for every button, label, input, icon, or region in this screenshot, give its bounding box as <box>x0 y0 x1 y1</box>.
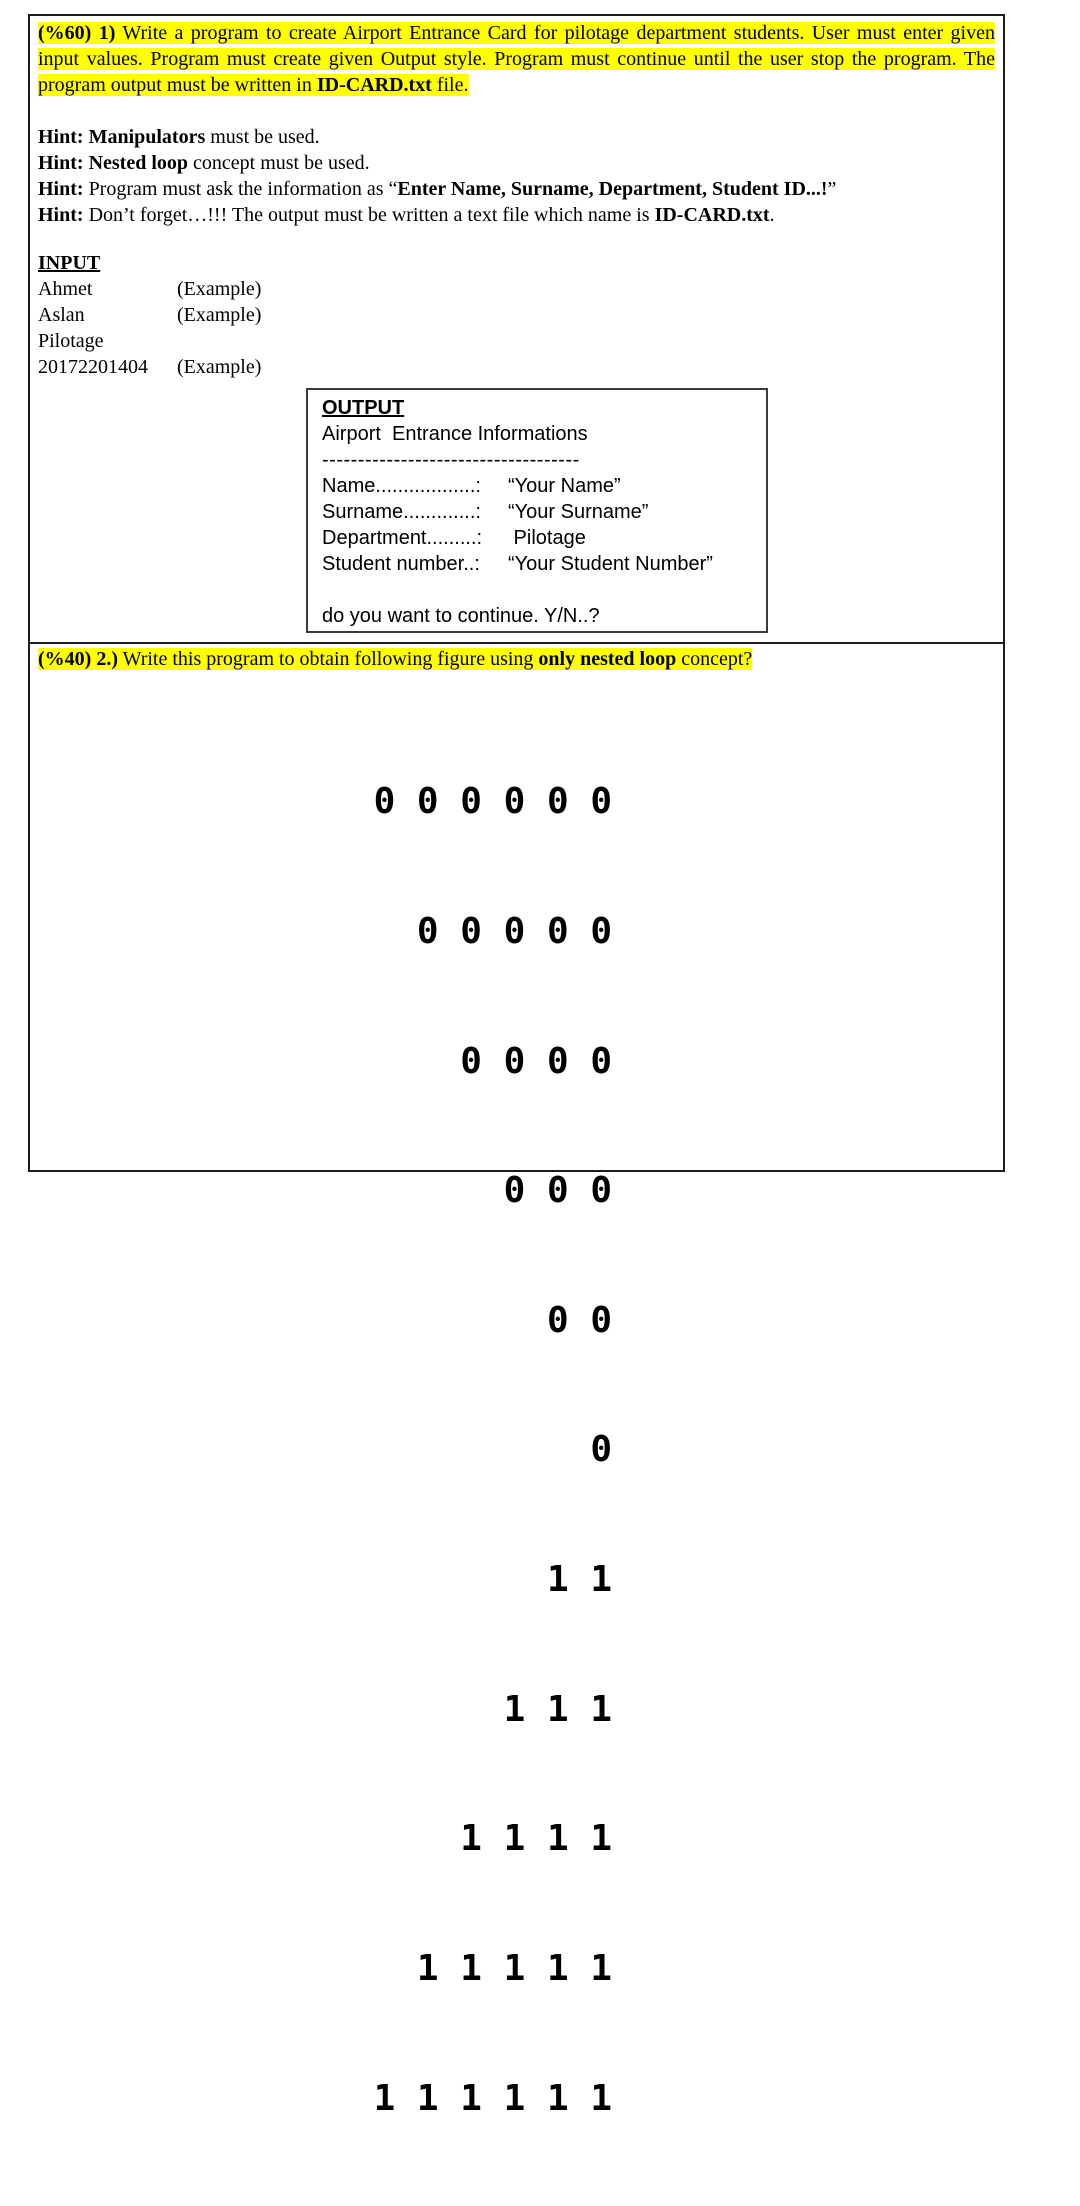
figure-row: 0 0 0 0 <box>460 1040 612 1082</box>
figure-row: 1 1 1 <box>503 1688 612 1730</box>
input-row <box>38 302 995 328</box>
question1-number: (%60) 1) <box>38 22 116 44</box>
field-value: Pilotage <box>508 527 586 549</box>
hint-post: must be used. <box>205 126 320 148</box>
question2-strong: only nested loop <box>538 648 677 670</box>
question2-section <box>30 644 1003 2119</box>
input-note: (Example) <box>177 278 262 300</box>
hint-pre: Don’t forget…!!! The output must be written a text file which name is <box>83 204 655 226</box>
figure-row: 1 1 1 1 1 <box>416 1947 612 1989</box>
hint-strong: ID-CARD.txt <box>654 204 770 226</box>
figure-row: 0 <box>590 1429 612 1471</box>
question2-number: (%40) 2.) <box>38 648 118 670</box>
question2-highlight <box>38 648 752 670</box>
hint-label: Hint: <box>38 178 84 200</box>
input-note: (Example) <box>177 356 262 378</box>
hint-line <box>38 176 995 202</box>
output-field-row <box>322 551 762 577</box>
hint-strong: Manipulators <box>88 126 206 148</box>
hint-pre: Program must ask the information as “ <box>83 178 398 200</box>
figure-row: 1 1 1 1 1 1 <box>373 2077 612 2119</box>
exam-sheet <box>28 14 1005 2119</box>
hint-post: . <box>769 204 775 226</box>
output-box <box>306 388 768 633</box>
hint-strong: Nested loop <box>88 152 189 174</box>
hint-post: ” <box>827 178 837 200</box>
output-divider: ------------------------------------ <box>322 449 580 471</box>
input-row <box>38 328 995 354</box>
field-value: “Your Surname” <box>508 501 649 523</box>
input-value: 20172201404 <box>38 356 148 378</box>
input-row <box>38 354 995 380</box>
output-field-row <box>322 499 762 525</box>
field-value: “Your Name” <box>508 475 621 497</box>
question1-highlight <box>38 22 995 96</box>
field-label: Department.........: <box>322 527 483 549</box>
field-label: Name..................: <box>322 475 481 497</box>
question1-paragraph <box>38 20 995 98</box>
output-field-row <box>322 525 762 551</box>
question1-section <box>30 16 1003 644</box>
figure-row: 0 0 <box>546 1299 612 1341</box>
figure-row: 1 1 <box>546 1559 612 1601</box>
question1-body: Write a program to create Airport Entrance Card for pilotage department students. User must enter given input values. Program must create given Output style. Program must continue until the user stop the program. The program output must be written in <box>38 22 995 96</box>
output-field-row <box>322 473 762 499</box>
field-value: “Your Student Number” <box>508 553 713 575</box>
question1-filename: ID-CARD.txt <box>316 74 432 96</box>
input-heading: INPUT <box>38 252 101 274</box>
question2-post: concept? <box>676 648 753 670</box>
figure-row: 0 0 0 0 0 <box>416 911 612 953</box>
figure-row: 1 1 1 1 <box>460 1818 612 1860</box>
hint-line <box>38 124 995 150</box>
input-value: Pilotage <box>38 330 104 352</box>
input-note: (Example) <box>177 304 262 326</box>
hint-line <box>38 202 995 228</box>
question1-tail: file. <box>431 74 469 96</box>
input-value: Aslan <box>38 304 85 326</box>
figure-row: 0 0 0 0 0 0 <box>373 781 612 823</box>
hint-post: concept must be used. <box>188 152 370 174</box>
figure-row: 0 0 0 <box>503 1170 612 1212</box>
question2-pre: Write this program to obtain following figure using <box>117 648 539 670</box>
question2-paragraph <box>38 646 995 672</box>
hint-label: Hint: <box>38 204 84 226</box>
nested-loop-figure <box>38 694 612 2206</box>
input-section <box>38 250 995 380</box>
output-spacer <box>322 577 762 603</box>
output-title: Airport Entrance Informations <box>322 423 588 445</box>
output-heading: OUTPUT <box>322 397 405 419</box>
hint-label: Hint: <box>38 126 84 148</box>
hint-line <box>38 150 995 176</box>
field-label: Surname.............: <box>322 501 481 523</box>
hint-label: Hint: <box>38 152 84 174</box>
hint-strong: Enter Name, Surname, Department, Student ID...! <box>397 178 828 200</box>
input-value: Ahmet <box>38 278 93 300</box>
hints-block <box>38 124 995 228</box>
input-row <box>38 276 995 302</box>
field-label: Student number..: <box>322 553 480 575</box>
continue-prompt: do you want to continue. Y/N..? <box>322 605 600 627</box>
